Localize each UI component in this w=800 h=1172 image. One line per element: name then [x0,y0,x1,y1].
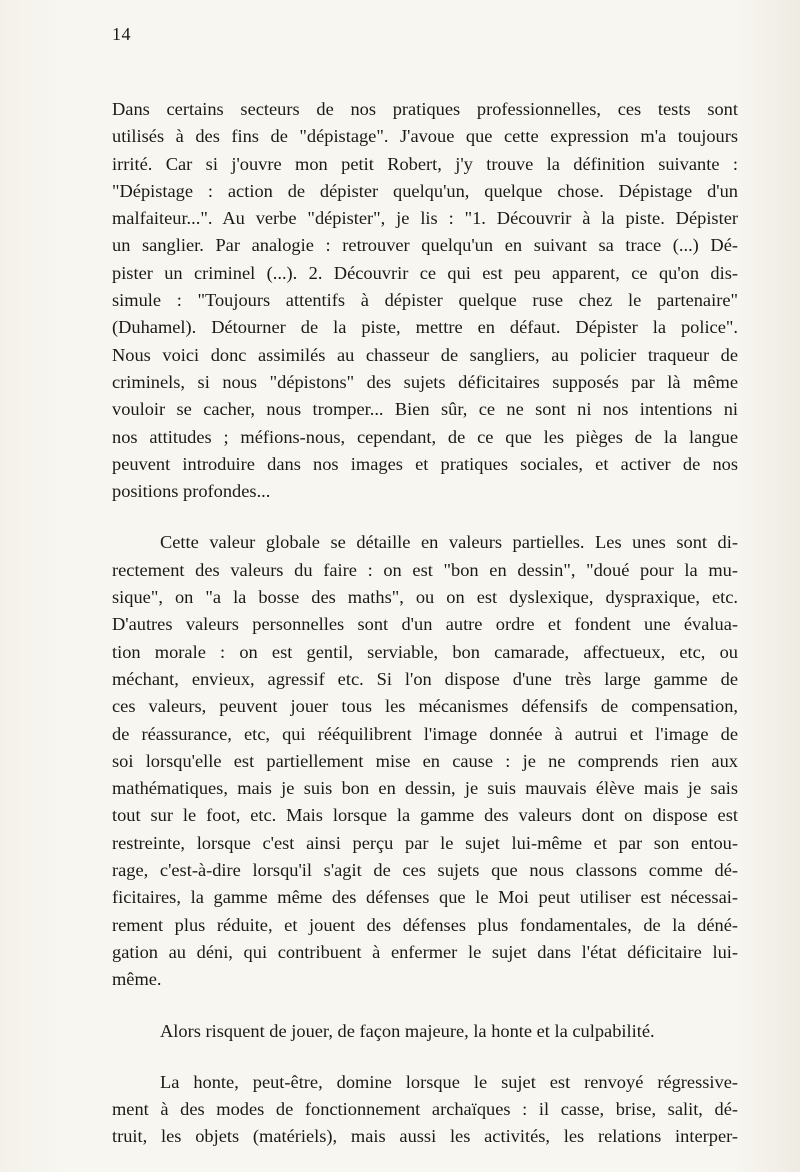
text-line: mathématiques, mais je suis bon en dessin, je suis mauvais élève mais je sais [112,778,738,799]
text-line: même. [112,969,162,990]
paragraph-gap [112,505,738,529]
text-line: positions profondes... [112,481,271,502]
text-line: criminels, si nous "dépistons" des sujets déficitaires supposés par là même [112,371,738,392]
text-line: sique", on "a la bosse des maths", ou on est dyslexique, dyspraxique, etc. [112,587,738,608]
text-line: tout sur le foot, etc. Mais lorsque la gamme des valeurs dont on dispose est [112,805,738,826]
text-line: de réassurance, etc, qui rééquilibrent l'image donnée à autrui et l'image de [112,723,738,744]
text-line: La honte, peut-être, domine lorsque le sujet est renvoyé régressive- [160,1071,738,1092]
paragraph [112,529,738,993]
text-line: "Dépistage : action de dépister quelqu'un, quelque chose. Dépistage d'un [112,180,738,201]
paragraph-gap [112,1045,738,1069]
text-line: tion morale : on est gentil, serviable, bon camarade, affectueux, etc, ou [112,641,738,662]
text-line: rement plus réduite, et jouent des défenses plus fondamentales, de la déné- [112,914,738,935]
text-line: peuvent introduire dans nos images et pratiques sociales, et activer de nos [112,453,738,474]
paragraph [112,1069,738,1151]
text-line: utilisés à des fins de "dépistage". J'avoue que cette expression m'a toujours [112,126,738,147]
text-line: Alors risquent de jouer, de façon majeure, la honte et la culpabilité. [160,1020,655,1041]
text-line: Cette valeur globale se détaille en valeurs partielles. Les unes sont di- [160,532,738,553]
text-line: Nous voici donc assimilés au chasseur de sangliers, au policier traqueur de [112,344,738,365]
body-text [112,96,738,1151]
text-line: D'autres valeurs personnelles sont d'un autre ordre et fondent une évalua- [112,614,738,635]
text-line: gation au déni, qui contribuent à enfermer le sujet dans l'état déficitaire lui- [112,941,738,962]
text-line: Dans certains secteurs de nos pratiques professionnelles, ces tests sont [112,99,738,119]
text-line: rectement des valeurs du faire : on est "bon en dessin", "doué pour la mu- [112,559,738,580]
text-line: soi lorsqu'elle est partiellement mise en cause : je ne comprends rien aux [112,750,738,771]
text-line: restreinte, lorsque c'est ainsi perçu par le sujet lui-même et par son entou- [112,832,738,853]
text-line: nos attitudes ; méfions-nous, cependant, de ce que les pièges de la langue [112,426,738,447]
page-number: 14 [112,24,131,44]
text-line: un sanglier. Par analogie : retrouver quelqu'un en suivant sa trace (...) Dé- [112,235,738,256]
text-line: ficitaires, la gamme même des défenses que le Moi peut utiliser est nécessai- [112,887,738,908]
text-line: simule : "Toujours attentifs à dépister quelque ruse chez le partenaire" [112,290,738,311]
paragraph-gap [112,994,738,1018]
text-line: pister un criminel (...). 2. Découvrir ce qui est peu apparent, ce qu'on dis- [112,262,738,283]
text-line: ces valeurs, peuvent jouer tous les mécanismes défensifs de compensation, [112,696,738,717]
paragraph [112,96,738,505]
text-line: rage, c'est-à-dire lorsqu'il s'agit de ces sujets que nous classons comme dé- [112,860,738,881]
text-line: vouloir se cacher, nous tromper... Bien sûr, ce ne sont ni nos intentions ni [112,399,738,420]
text-line: truit, les objets (matériels), mais aussi les activités, les relations interper- [112,1126,738,1147]
text-line: irrité. Car si j'ouvre mon petit Robert, j'y trouve la définition suivante : [112,153,738,174]
text-line: ment à des modes de fonctionnement archaïques : il casse, brise, salit, dé- [112,1099,738,1120]
text-line: méchant, envieux, agressif etc. Si l'on dispose d'une très large gamme de [112,668,738,689]
text-line: (Duhamel). Détourner de la piste, mettre en défaut. Dépister la police". [112,317,738,338]
text-line: malfaiteur...". Au verbe "dépister", je lis : "1. Découvrir à la piste. Dépister [112,208,738,229]
paragraph [112,1018,738,1045]
